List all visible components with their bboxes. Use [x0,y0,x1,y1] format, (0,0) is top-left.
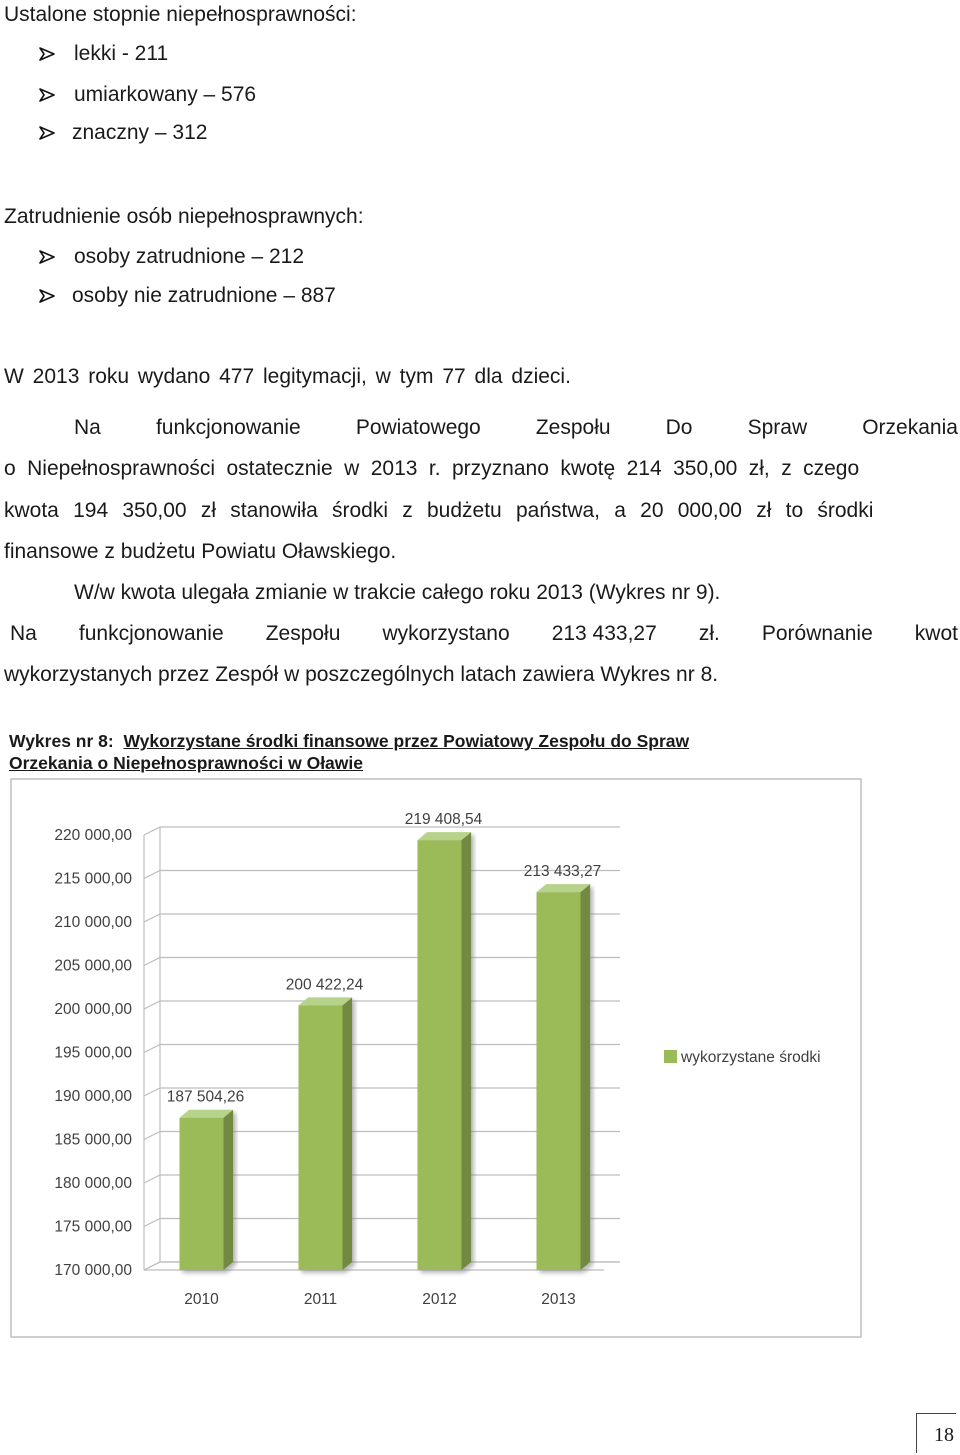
y-tick-label: 170 000,00 [54,1262,132,1279]
paragraph-line [74,415,958,441]
paragraph-line: finansowe z budżetu Powiatu Oławskiego. [4,540,397,563]
word: Porównanie [761,622,873,645]
y-tick-label: 215 000,00 [54,870,132,888]
y-tick-label: 220 000,00 [54,827,132,844]
word: Zespołu [265,622,341,645]
bar [418,832,472,1270]
word: zł. [698,622,720,645]
x-tick-label: 2010 [184,1291,219,1308]
arrow-bullet-icon [38,46,58,62]
bar-side [462,832,472,1270]
bar-side [224,1110,234,1270]
word: 213 433,27 [551,622,657,645]
word: Do [665,416,693,439]
page-number: 18 [916,1413,956,1453]
y-tick-label: 195 000,00 [54,1044,132,1062]
legitymacje-text: W 2013 roku wydano 477 legitymacji, w tym 77 dla dzieci. [4,365,571,388]
list-item-label: umiarkowany – 576 [74,83,257,106]
word: funkcjonowanie [155,416,301,439]
x-tick-label: 2012 [422,1291,457,1308]
disability-heading: Ustalone stopnie niepełnosprawności: [4,3,357,26]
y-tick-label: 210 000,00 [54,914,132,931]
paragraph-line: kwota 194 350,00 zł stanowiła środki z budżetu państwa, a 20 000,00 zł to środki [4,499,874,522]
caption-label: Wykres nr 8: [9,731,114,751]
paragraph-line: W/w kwota ulegała zmianie w trakcie całego roku 2013 (Wykres nr 9). [74,581,721,604]
data-label: 219 408,54 [404,811,483,829]
word: Powiatowego [355,416,481,439]
bar-side [581,884,591,1270]
arrow-bullet-icon [38,288,58,304]
chart-caption-line2 [9,752,363,774]
bar [537,884,591,1270]
bar-chart [10,778,862,1338]
word: Zespołu [535,416,611,439]
caption-title: Wykorzystane środki finansowe przez Powiatowy Zespołu do Spraw [123,731,690,751]
bar-side [343,997,353,1270]
list-item-label: osoby nie zatrudnione – 887 [72,284,336,307]
bar-front [180,1118,224,1270]
arrow-bullet-icon [38,249,58,265]
word: funkcjonowanie [78,622,224,645]
x-tick-label: 2011 [303,1291,338,1308]
word: Orzekania [862,416,958,439]
legend-swatch [664,1050,677,1063]
word: kwot [914,622,958,645]
y-tick-label: 200 000,00 [54,1001,132,1018]
paragraph-line: o Niepełnosprawności ostatecznie w 2013 r. przyznano kwotę 214 350,00 zł, z czego [4,457,860,480]
paragraph-line [10,621,958,647]
word: Spraw [747,416,808,439]
list-item-label: znaczny – 312 [72,121,208,144]
chart-container [10,778,862,1338]
word: Na [74,416,101,439]
word: Na [10,622,37,645]
y-tick-label: 175 000,00 [54,1218,132,1236]
x-tick-label: 2013 [541,1291,576,1308]
y-tick-label: 185 000,00 [54,1131,132,1149]
bar [299,997,353,1270]
data-label: 213 433,27 [523,863,602,881]
legend [664,1049,821,1066]
y-tick-label: 180 000,00 [54,1175,132,1192]
list-item-label: osoby zatrudnione – 212 [74,245,305,268]
arrow-bullet-icon [38,87,58,103]
list-item-label: lekki - 211 [74,42,169,65]
caption-title-line2: Orzekania o Niepełnosprawności w Oławie [9,753,363,773]
y-tick-label: 205 000,00 [54,957,132,975]
employment-heading: Zatrudnienie osób niepełnosprawnych: [4,205,364,228]
word: wykorzystano [382,622,510,645]
arrow-bullet-icon [38,125,58,141]
chart-caption [9,730,689,752]
data-label: 200 422,24 [285,976,364,994]
data-label: 187 504,26 [166,1088,245,1106]
legend-label: wykorzystane środki [681,1049,821,1066]
paragraph-line: wykorzystanych przez Zespół w poszczególnych latach zawiera Wykres nr 8. [4,663,719,686]
bar-front [299,1005,343,1270]
bar-front [537,892,581,1270]
y-tick-label: 190 000,00 [54,1088,132,1105]
bar [180,1110,234,1270]
bar-front [418,840,462,1270]
